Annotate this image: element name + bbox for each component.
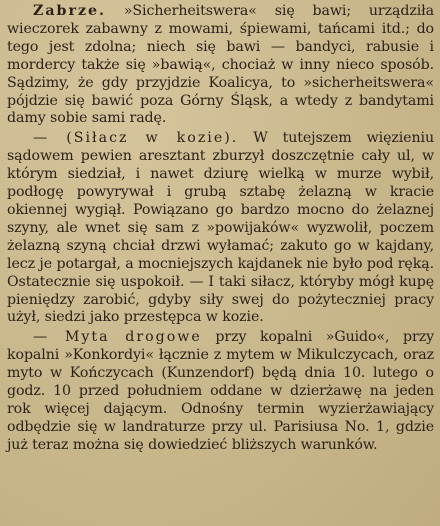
article-text: »Sicherheitswera« się bawi; urządziła wieczorek zabawny z mowami, śpiewami, tańcami itd.; do tego jest zdolna; niech się bawi — bandyci, rabusie i mordercy także się »bawią«, chociaż w inny nieco sposób. Sądzimy, że gdy przyjdzie Koalicya, to »sicherheitswera« pójdzie się bawić poza Górny Śląsk, a wtedy z bandytami damy sobie sami radę.	[7, 3, 434, 127]
article-lead: Zabrze.	[33, 3, 106, 19]
article-paragraph	[7, 130, 434, 327]
article-silacz-w-kozie	[7, 130, 434, 327]
article-lead: — Myta drogowe	[33, 329, 202, 346]
article-lead: — (Siłacz w kozie).	[33, 130, 239, 147]
article-text: przy kopalni »Guido«, przy kopalni »Konkordyi« łącznie z mytem w Mikulczycach, oraz myto w Kończycach (Kunzendorf) będą dnia 10. lutego o godz. 10 przed południem oddane w dzierżawę na jeden rok więcej dającym. Odnośny termin wyzierżawiający odbędzie się w landraturze przy ul. Parisiusa No. 1, gdzie już teraz można się dowiedzieć bliższych warunków.	[7, 329, 434, 453]
article-zabrze	[7, 3, 434, 128]
article-paragraph	[7, 3, 434, 128]
article-myta-drogowe	[7, 329, 434, 454]
article-text: W tutejszem więzieniu sądowem pewien aresztant zburzył doszczętnie cały ul, w którym siedział, i nawet dziurę wielką w murze wybił, podłogę powyrywał i grubą sztabę żelazną w kracie okiennej wygiął. Powiązano go bardzo mocno do żelaznej szyny, ale wnet się sam z »powijaków« wyzwolił, poczem żelazną szyną chciał drzwi wyłamać; zakuto go w kajdany, lecz je potargał, a mocniejszych kajdanek nie było pod ręką. Ostatecznie się uspokoił. — I taki siłacz, któryby mógł kupę pieniędzy zarobić, gdyby siły swej do pożyteczniej pracy użył, siedzi jako przestępca w kozie.	[7, 130, 434, 326]
article-paragraph	[7, 329, 434, 454]
